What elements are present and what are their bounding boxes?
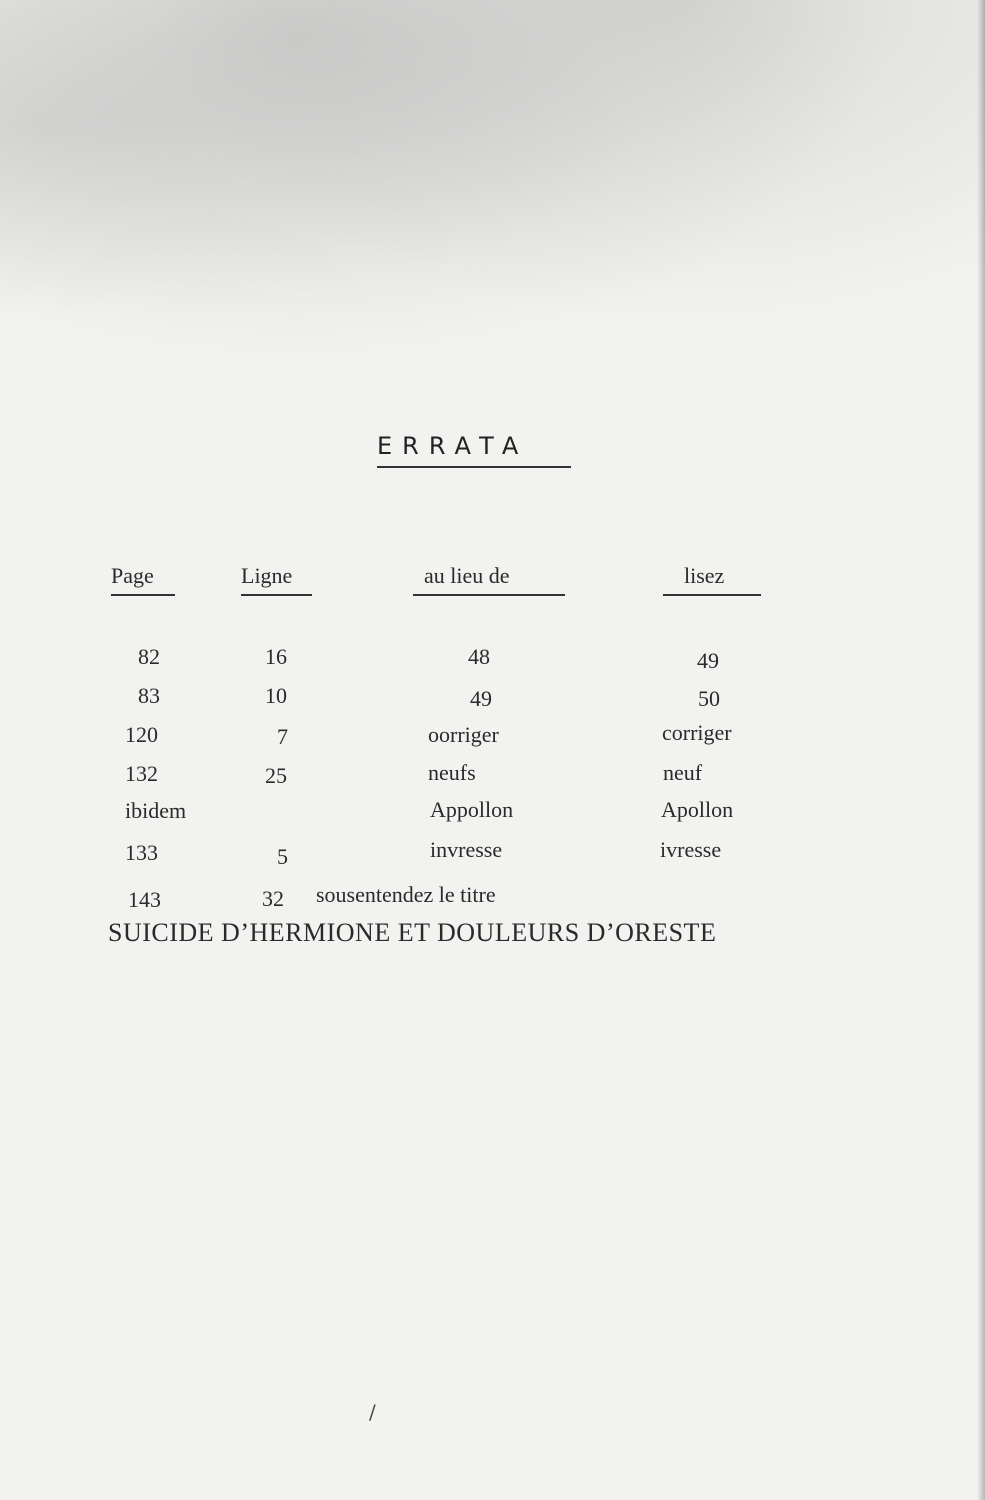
row-4-lisez: neuf <box>663 760 703 785</box>
heading-underline <box>377 466 571 468</box>
column-rule-au-lieu-de <box>413 594 565 596</box>
column-rule-ligne <box>241 594 312 596</box>
row-3-page: 120 <box>125 722 158 747</box>
row-2-ligne: 10 <box>265 683 287 708</box>
column-header-lisez: lisez <box>684 563 725 588</box>
water-stain <box>0 0 985 420</box>
row-2-lisez: 50 <box>698 686 720 711</box>
row-4-page: 132 <box>125 761 158 786</box>
row-7-page: 143 <box>128 887 161 912</box>
row-2-au-lieu-de: 49 <box>470 686 492 711</box>
row-3-ligne: 7 <box>277 724 288 749</box>
row-1-au-lieu-de: 48 <box>468 644 490 669</box>
row-2-page: 83 <box>138 683 160 708</box>
row-6-ligne: 5 <box>277 844 288 869</box>
row-5-page: ibidem <box>125 798 187 823</box>
errata-subtitle: SUICIDE D’HERMIONE ET DOULEURS D’ORESTE <box>108 918 717 947</box>
row-6-lisez: ivresse <box>660 837 722 862</box>
errata-heading: ERRATA <box>377 432 529 460</box>
row-6-au-lieu-de: invresse <box>430 837 503 862</box>
column-rule-lisez <box>663 594 761 596</box>
row-7-ligne: 32 <box>262 886 284 911</box>
page-edge-shadow <box>977 0 985 1500</box>
row-6-page: 133 <box>125 840 158 865</box>
row-3-au-lieu-de: oorriger <box>428 722 499 747</box>
row-1-ligne: 16 <box>265 644 287 669</box>
column-header-page: Page <box>111 563 154 588</box>
row-1-page: 82 <box>138 644 160 669</box>
row-7-au-lieu-de: sousentendez le titre <box>316 882 496 907</box>
row-4-ligne: 25 <box>265 763 287 788</box>
column-header-ligne: Ligne <box>241 563 293 588</box>
row-5-au-lieu-de: Appollon <box>430 797 514 822</box>
page-mark: / <box>369 1400 376 1424</box>
row-3-lisez: corriger <box>662 720 732 745</box>
row-1-lisez: 49 <box>697 648 719 673</box>
column-header-au-lieu-de: au lieu de <box>424 563 510 588</box>
row-4-au-lieu-de: neufs <box>428 760 476 785</box>
column-rule-page <box>111 594 175 596</box>
row-5-lisez: Apollon <box>661 797 734 822</box>
